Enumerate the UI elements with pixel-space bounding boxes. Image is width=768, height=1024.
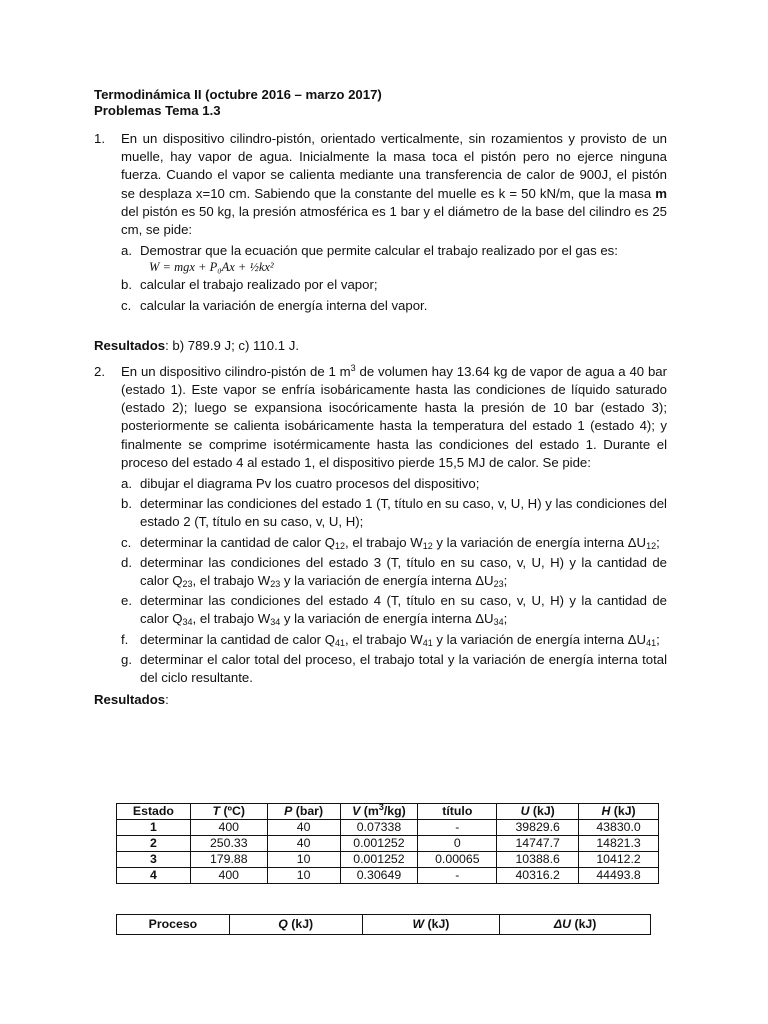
problem-2 — [94, 363, 674, 689]
process-table-header — [117, 915, 651, 935]
table-row: 4 400 10 0.30649 - 40316.2 44493.8 — [117, 868, 659, 884]
problem-2-item-g: g. determinar el calor total del proceso, el trabajo total y la variación de energía interna total del ciclo resultante. — [121, 651, 667, 686]
process-table — [116, 914, 651, 935]
col-estado: Estado — [117, 804, 191, 820]
problem-2-item-d: d. determinar las condiciones del estado 3 (T, título en su caso, v, U, H) y la cantidad de calor $Q_{23}$, el trabajo $W_{23}$ y la variación de energía interna $\Delta U_{23}$; — [121, 554, 667, 590]
states-table — [116, 803, 659, 884]
table-row: 3 179.88 10 0.001252 0.00065 10388.6 10412.2 — [117, 852, 659, 868]
table-row: 1 400 40 0.07338 - 39829.6 43830.0 — [117, 820, 659, 836]
problem-1-results: Resultados: b) 789.9 J; c) 110.1 J. — [94, 337, 299, 353]
states-table-header — [117, 804, 659, 820]
col-temperature: T (ºC) — [190, 804, 267, 820]
problem-1-statement: En un dispositivo cilindro-pistón, orientado verticalmente, sin rozamientos y provisto de un muelle, hay vapor de agua. Inicialmente la masa toca el pistón pero no ejerce ninguna fuerza. Cuando el vapor se calienta mediante una transferencia de calor de 900J, el pistón se desplaza x=10 cm. Sabiendo que la constante del muelle es k = 50 kN/m, que la masa m del pistón es 50 kg, la presión atmosférica es 1 bar y el diámetro de la base del cilindro es 25 cm, se pide: — [121, 131, 667, 238]
problem-2-item-f: f. determinar la cantidad de calor $Q_{41}$, el trabajo $W_{41}$ y la variación de energía interna $\Delta U_{41}$; — [121, 631, 660, 648]
problem-2-item-b: b. determinar las condiciones del estado 1 (T, título en su caso, v, U, H) y las condiciones del estado 2 (T, título en su caso, v, U, H); — [121, 496, 667, 530]
col-enthalpy: H (kJ) — [579, 804, 659, 820]
problem-2-results: Resultados: — [94, 692, 169, 708]
col-internal-energy: U (kJ) — [497, 804, 579, 820]
problem-1-item-b: b. calcular el trabajo realizado por el vapor; — [121, 277, 378, 293]
table-row: 2 250.33 40 0.001252 0 14747.7 14821.3 — [117, 836, 659, 852]
col-work: W (kJ) — [362, 915, 500, 935]
col-titulo: título — [418, 804, 497, 820]
problem-2-item-a: a. dibujar el diagrama Pv los cuatro procesos del dispositivo; — [121, 476, 480, 492]
col-heat: Q (kJ) — [229, 915, 362, 935]
problem-1-number: 1. — [94, 131, 105, 146]
work-equation: W = mgx + P₀Ax + ½kx² — [149, 260, 274, 275]
col-delta-u: ΔU (kJ) — [500, 915, 651, 935]
col-pressure: P (bar) — [267, 804, 340, 820]
course-title: Termodinámica II (octubre 2016 – marzo 2017) — [94, 87, 382, 102]
problem-2-statement: En un dispositivo cilindro-pistón de 1 $m^3$ de volumen hay 13.64 kg de vapor de agua a 40 bar (estado 1). Este vapor se enfría isobáricamente hasta las condiciones de líquido saturado (estado 2); luego se expansiona isocóricamente hasta la presión de 10 bar (estado 3); posteriormente se calienta isobáricamente hasta la temperatura del estado 1 (estado 4); y finalmente se comprime isotérmicamente hasta las condiciones del estado 1. Durante el proceso del estado 4 al estado 1, el dispositivo pierde 15,5 MJ de calor. Se pide: — [121, 362, 668, 470]
problem-2-item-e: e. determinar las condiciones del estado 4 (T, título en su caso, v, U, H) y la cantidad de calor $Q_{34}$, el trabajo $W_{34}$ y la variación de energía interna $\Delta U_{34}$; — [121, 593, 667, 628]
problem-set-title: Problemas Tema 1.3 — [94, 103, 221, 118]
problem-1 — [94, 130, 674, 317]
col-volume: V $(m^3/kg)$ — [340, 804, 418, 820]
problem-1-item-a: a. Demostrar que la ecuación que permite calcular el trabajo realizado por el gas es: W = mgx + P₀Ax + ½kx² — [121, 242, 667, 274]
problem-2-item-c: c. determinar la cantidad de calor $Q_{12}$, el trabajo $W_{12}$ y la variación de energía interna $\Delta U_{12}$; — [121, 534, 660, 551]
document-title — [94, 87, 674, 119]
problem-1-item-c: c. calcular la variación de energía interna del vapor. — [121, 297, 428, 313]
document-page — [94, 87, 674, 708]
col-proceso: Proceso — [117, 915, 230, 935]
problem-2-number: 2. — [94, 363, 105, 379]
